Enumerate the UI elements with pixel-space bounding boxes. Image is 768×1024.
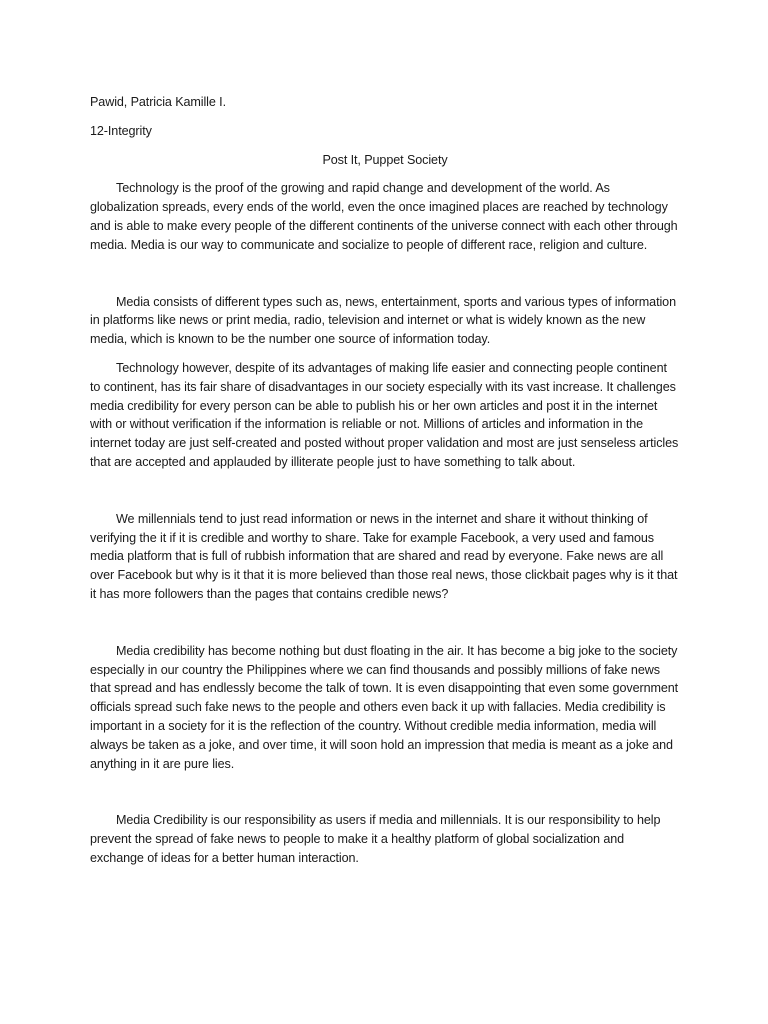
paragraph: Media credibility has become nothing but dust floating in the air. It has become a big joke to the society especially in our country the Philippines where we can find thousands and possibly millions of fake news that spread and has endlessly become the talk of town. It is even disappointing that even some government officials spread such fake news to the people and others even back it up with fallacies. Media credibility is important in a society for it is the reflection of the country. Without credible media information, media will always be taken as a joke, and over time, it will soon hold an impression that media is meant as a joke and anything in it are pure lies. [90, 643, 679, 771]
section-name: 12-Integrity [90, 123, 152, 138]
paragraph: Technology is the proof of the growing and rapid change and development of the world. As globalization spreads, every ends of the world, even the once imagined places are reached by technology and is able to make every people of the different continents of the universe connect with each other through media. Media is our way to communicate and socialize to people of different race, religion and culture. [90, 181, 678, 252]
essay-title: Post It, Puppet Society [322, 152, 448, 167]
paragraph: Technology however, despite of its advantages of making life easier and connecting people continent to continent, has its fair share of disadvantages in our society especially with its vast increase. It challenges media credibility for every person can be able to publish his or her own articles and post it in the internet with or without verification if the information is reliable or not. Millions of articles and information in the internet today are just self-created and posted without proper validation and most are just senseless articles that are accepted and applauded by illiterate people just to have something to talk about. [90, 360, 679, 469]
paragraph: We millennials tend to just read information or news in the internet and share it without thinking of verifying the it if it is credible and worthy to share. Take for example Facebook, a very used and famous media platform that is full of rubbish information that are shared and read by everyone. Fake news are all over Facebook but why is it that it is more believed than those real news, those clickbait pages why is it that it has more followers than the pages that contains credible news? [90, 511, 678, 601]
paragraph: Media Credibility is our responsibility as users if media and millennials. It is our responsibility to help prevent the spread of fake news to people to make it a healthy platform of global socialization and exchange of ideas for a better human interaction. [90, 813, 661, 865]
author-name: Pawid, Patricia Kamille I. [90, 95, 226, 109]
document-body [90, 93, 680, 868]
paragraph: Media consists of different types such as, news, entertainment, sports and various types of information in platforms like news or print media, radio, television and internet or what is widely known as the new media, which is known to be the number one source of information today. [90, 294, 676, 347]
